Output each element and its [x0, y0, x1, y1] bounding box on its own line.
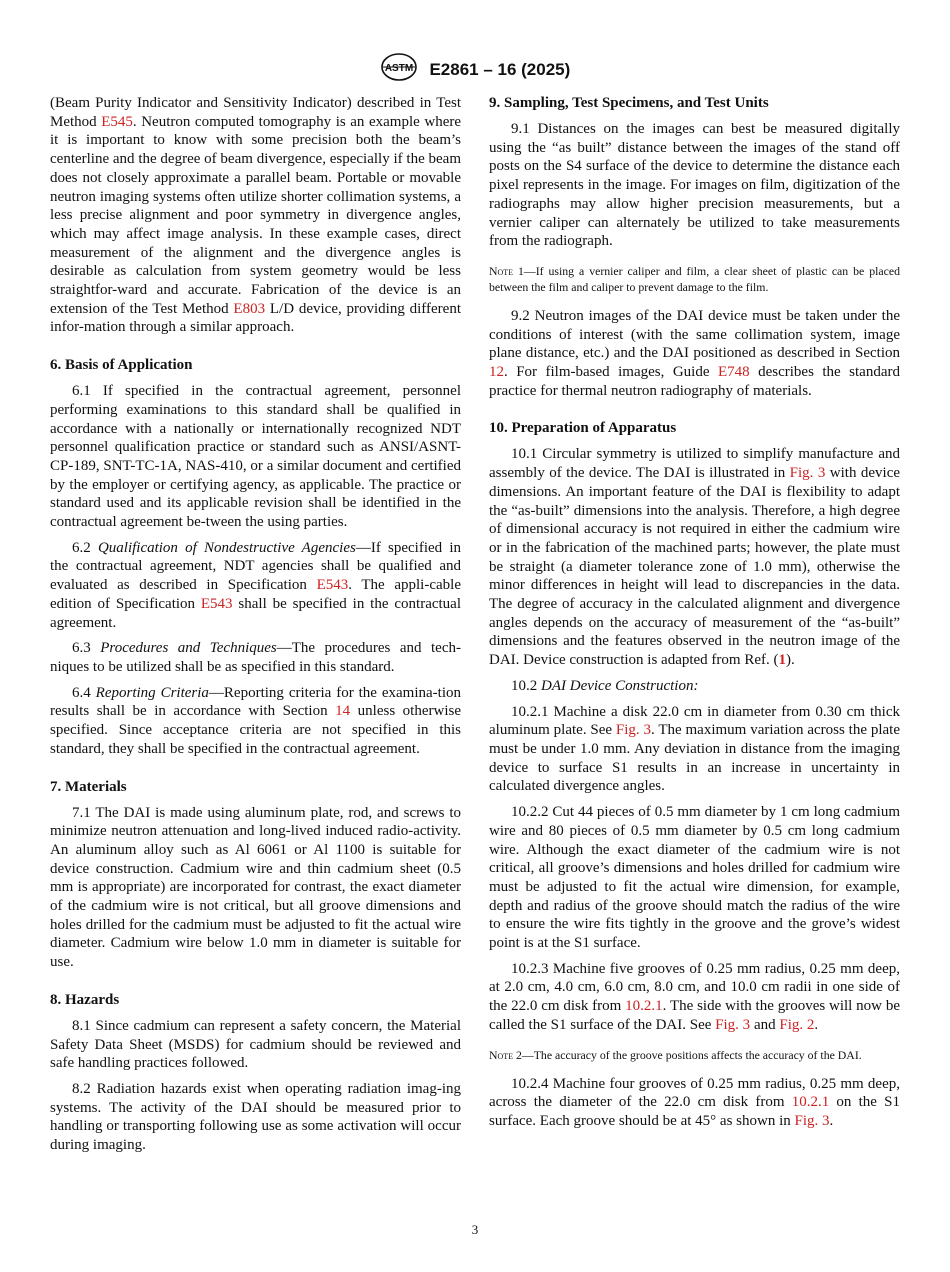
page-number: 3 [471, 1222, 479, 1237]
paragraph-10-2-2: 10.2.2 Cut 44 pieces of 0.5 mm diameter by 1 cm long cadmium wire and 80 pieces of 0.5 mm diameter by 0.5 cm long cadmium wire. Although the exact diameter of the cadmium wire is not critical, all groove’s dimensions and holes drilled for cadmium wire must be adjusted to fit the actual wire dimension, for example, depth and radius of the groove should match the radius of the wire to ensure the wire fits tightly in the groove and the grove’s widest point is at the S1 surface. [489, 804, 900, 952]
section-7-heading: 7. Materials [50, 778, 127, 795]
paragraph-9-2: 9.2 Neutron images of the DAI device must be taken under the conditions of interest (with the same collimation system, image plane distance, etc.) and the DAI positioned as described in Section 12. For film-based images, Guide E748 describes the standard practice for thermal neutron radiography of materials. [489, 307, 900, 399]
astm-logo-icon [380, 52, 418, 87]
ref-e545-link[interactable]: E545 [101, 113, 133, 130]
ref-fig-3-link[interactable]: Fig. 3 [789, 465, 826, 482]
paragraph-8-1: 8.1 Since cadmium can represent a safety concern, the Material Safety Data Sheet (MSDS) for cadmium should be reviewed and safe handling practices followed. [50, 1017, 461, 1072]
paragraph-10-2-3: 10.2.3 Machine five grooves of 0.25 mm radius, 0.25 mm deep, at 2.0 cm, 4.0 cm, 6.0 cm, 8.0 cm, and 10.0 cm radii in one side of the 22.0 cm disk from 10.2.1. The side with the grooves will now be called the S1 surface of the DAI. See Fig. 3 and Fig. 2. [489, 960, 900, 1033]
ref-section-12-link[interactable]: 12 [489, 364, 504, 381]
section-8-heading: 8. Hazards [50, 991, 120, 1008]
intro-paragraph: (Beam Purity Indicator and Sensitivity Indicator) described in Test Method E545. Neutron computed tomography is an example where it is important to know with some precision both the beam’s centerline and the degree of beam divergence, especially if the beam does not closely approximate a parallel beam. Portable or movable neutron imaging systems often utilize shorter collimation systems, a less precise alignment and poor symmetry in divergence angles, which may affect image analysis. In these example cases, direct measurement of the alignment and the divergence angles is desirable as calculation from system geometry would be less straightfor-ward and accurate. Fabrication of the device is an extension of the Test Method E803 L/D device, providing different infor-mation through a similar approach. [50, 95, 461, 336]
ref-citation-1-link[interactable]: 1 [778, 652, 786, 669]
standard-designation: E2861 – 16 (2025) [429, 59, 571, 79]
paragraph-10-2-4: 10.2.4 Machine four grooves of 0.25 mm radius, 0.25 mm deep, across the diameter of the 22.0 cm disk from 10.2.1 on the S1 surface. Each groove should be at 45° as shown in Fig. 3. [489, 1075, 900, 1129]
paragraph-8-2: 8.2 Radiation hazards exist when operating radiation imag-ing systems. The activity of the DAI should be measured prior to handling or transporting following use as some activation will occur during imaging. [50, 1080, 461, 1154]
section-10-heading: 10. Preparation of Apparatus [489, 420, 677, 437]
ref-fig-3-link[interactable]: Fig. 3 [715, 1016, 751, 1033]
note-1: Note 1—If using a vernier caliper and film, a clear sheet of plastic can be placed between the film and caliper to prevent damage to the film. [489, 263, 900, 294]
section-9-heading: 9. Sampling, Test Specimens, and Test Units [489, 95, 769, 111]
note-2: Note 2—The accuracy of the groove positions affects the accuracy of the DAI. [489, 1047, 862, 1062]
paragraph-7-1: 7.1 The DAI is made using aluminum plate, rod, and screws to minimize neutron attenuation and long-lived induced radio-activity. An aluminum alloy such as Al 6061 or Al 1100 is suitable for device construction. Cadmium wire and thin cadmium sheet (0.5 mm is appropriate) are incorporated for contrast, the exact diameter of the cadmium wire is not critical, but all groove dimensions and holes drilled for the cadmium must be adjusted to fit the actual wire diameter. Cadmium wire below 1.0 mm in diameter is suitable for use. [50, 804, 461, 971]
ref-fig-2-link[interactable]: Fig. 2 [779, 1016, 815, 1033]
ref-10-2-1-link[interactable]: 10.2.1 [791, 1094, 830, 1111]
ref-section-14-link[interactable]: 14 [335, 703, 351, 720]
ref-10-2-1-link[interactable]: 10.2.1 [625, 998, 663, 1015]
ref-fig-3-link[interactable]: Fig. 3 [794, 1112, 830, 1129]
ref-e543-link[interactable]: E543 [200, 595, 233, 612]
page-header [0, 52, 950, 87]
ref-e803-link[interactable]: E803 [233, 300, 266, 317]
paragraph-6-2: 6.2 Qualification of Nondestructive Agencies—If specified in the contractual agreement, NDT agencies shall be qualified and evaluated as described in Specification E543. The appli-cable edition of Specification E543 shall be specified in the contractual agreement. [50, 539, 461, 631]
right-column [489, 94, 900, 1138]
paragraph-6-1: 6.1 If specified in the contractual agreement, personnel performing examinations to this standard shall be qualified in accordance with a nationally or internationally recognized NDT personnel qualification practice or standard such as ANSI/ASNT-CP-189, SNT-TC-1A, NAS-410, or a similar document and certified by the employer or certifying agency, as applicable. The practice or standard used and its applicable revision shall be identified in the contractual agreement be-tween the using parties. [50, 383, 461, 531]
paragraph-6-4: 6.4 Reporting Criteria—Reporting criteria for the examina-tion results shall be in accordance with Section 14 unless otherwise specified. Since acceptance criteria are not specified in this standard, they shall be specified in the contractual agreement. [50, 684, 461, 757]
paragraph-10-1: 10.1 Circular symmetry is utilized to simplify manufacture and assembly of the device. The DAI is illustrated in Fig. 3 with device dimensions. An important feature of the DAI is flexibility to adapt the “as-built” dimensions into the analysis. Therefore, a high degree of dimensional accuracy is not required in either the cadmium wire or in the fabrication of the machined parts; however, the plate must be straight (a diameter tolerance zone of 1.0 mm), otherwise the minor differences in height will lead to discrepancies in the data. The degree of accuracy in the calculated alignment and divergence angles depends on the accuracy of measurement of the “as-built” dimensions and the features observed in the neutron image of the DAI. Device construction is adapted from Ref. (1). [489, 446, 901, 669]
ref-fig-3-link[interactable]: Fig. 3 [615, 722, 652, 739]
ref-e748-link[interactable]: E748 [717, 364, 750, 381]
section-6-heading: 6. Basis of Application [50, 357, 193, 374]
paragraph-10-2-1: 10.2.1 Machine a disk 22.0 cm in diameter from 0.30 cm thick aluminum plate. See Fig. 3. The maximum variation across the plate must be under 1.0 mm. Any deviation in distance from the imaging device to surface S1 results in an increase in uncertainty in calculated divergence angles. [489, 703, 900, 795]
paragraph-6-3: 6.3 Procedures and Techniques—The procedures and tech-niques to be utilized shall be as specified in this standard. [50, 640, 461, 675]
svg-text:ASTM: ASTM [384, 63, 413, 74]
ref-e543-link[interactable]: E543 [316, 577, 349, 594]
paragraph-10-2: 10.2 DAI Device Construction: [511, 677, 699, 694]
left-column [50, 94, 461, 1162]
paragraph-9-1: 9.1 Distances on the images can best be measured digitally using the “as built” distance between the images of the stand off posts on the S4 surface of the device to determine the distance each pixel represents in the image. For images on film, digitization of the radiographs may allow higher precision measurements, but a vernier caliper can alternately be utilized to take measurements from the radiograph. [489, 121, 900, 250]
